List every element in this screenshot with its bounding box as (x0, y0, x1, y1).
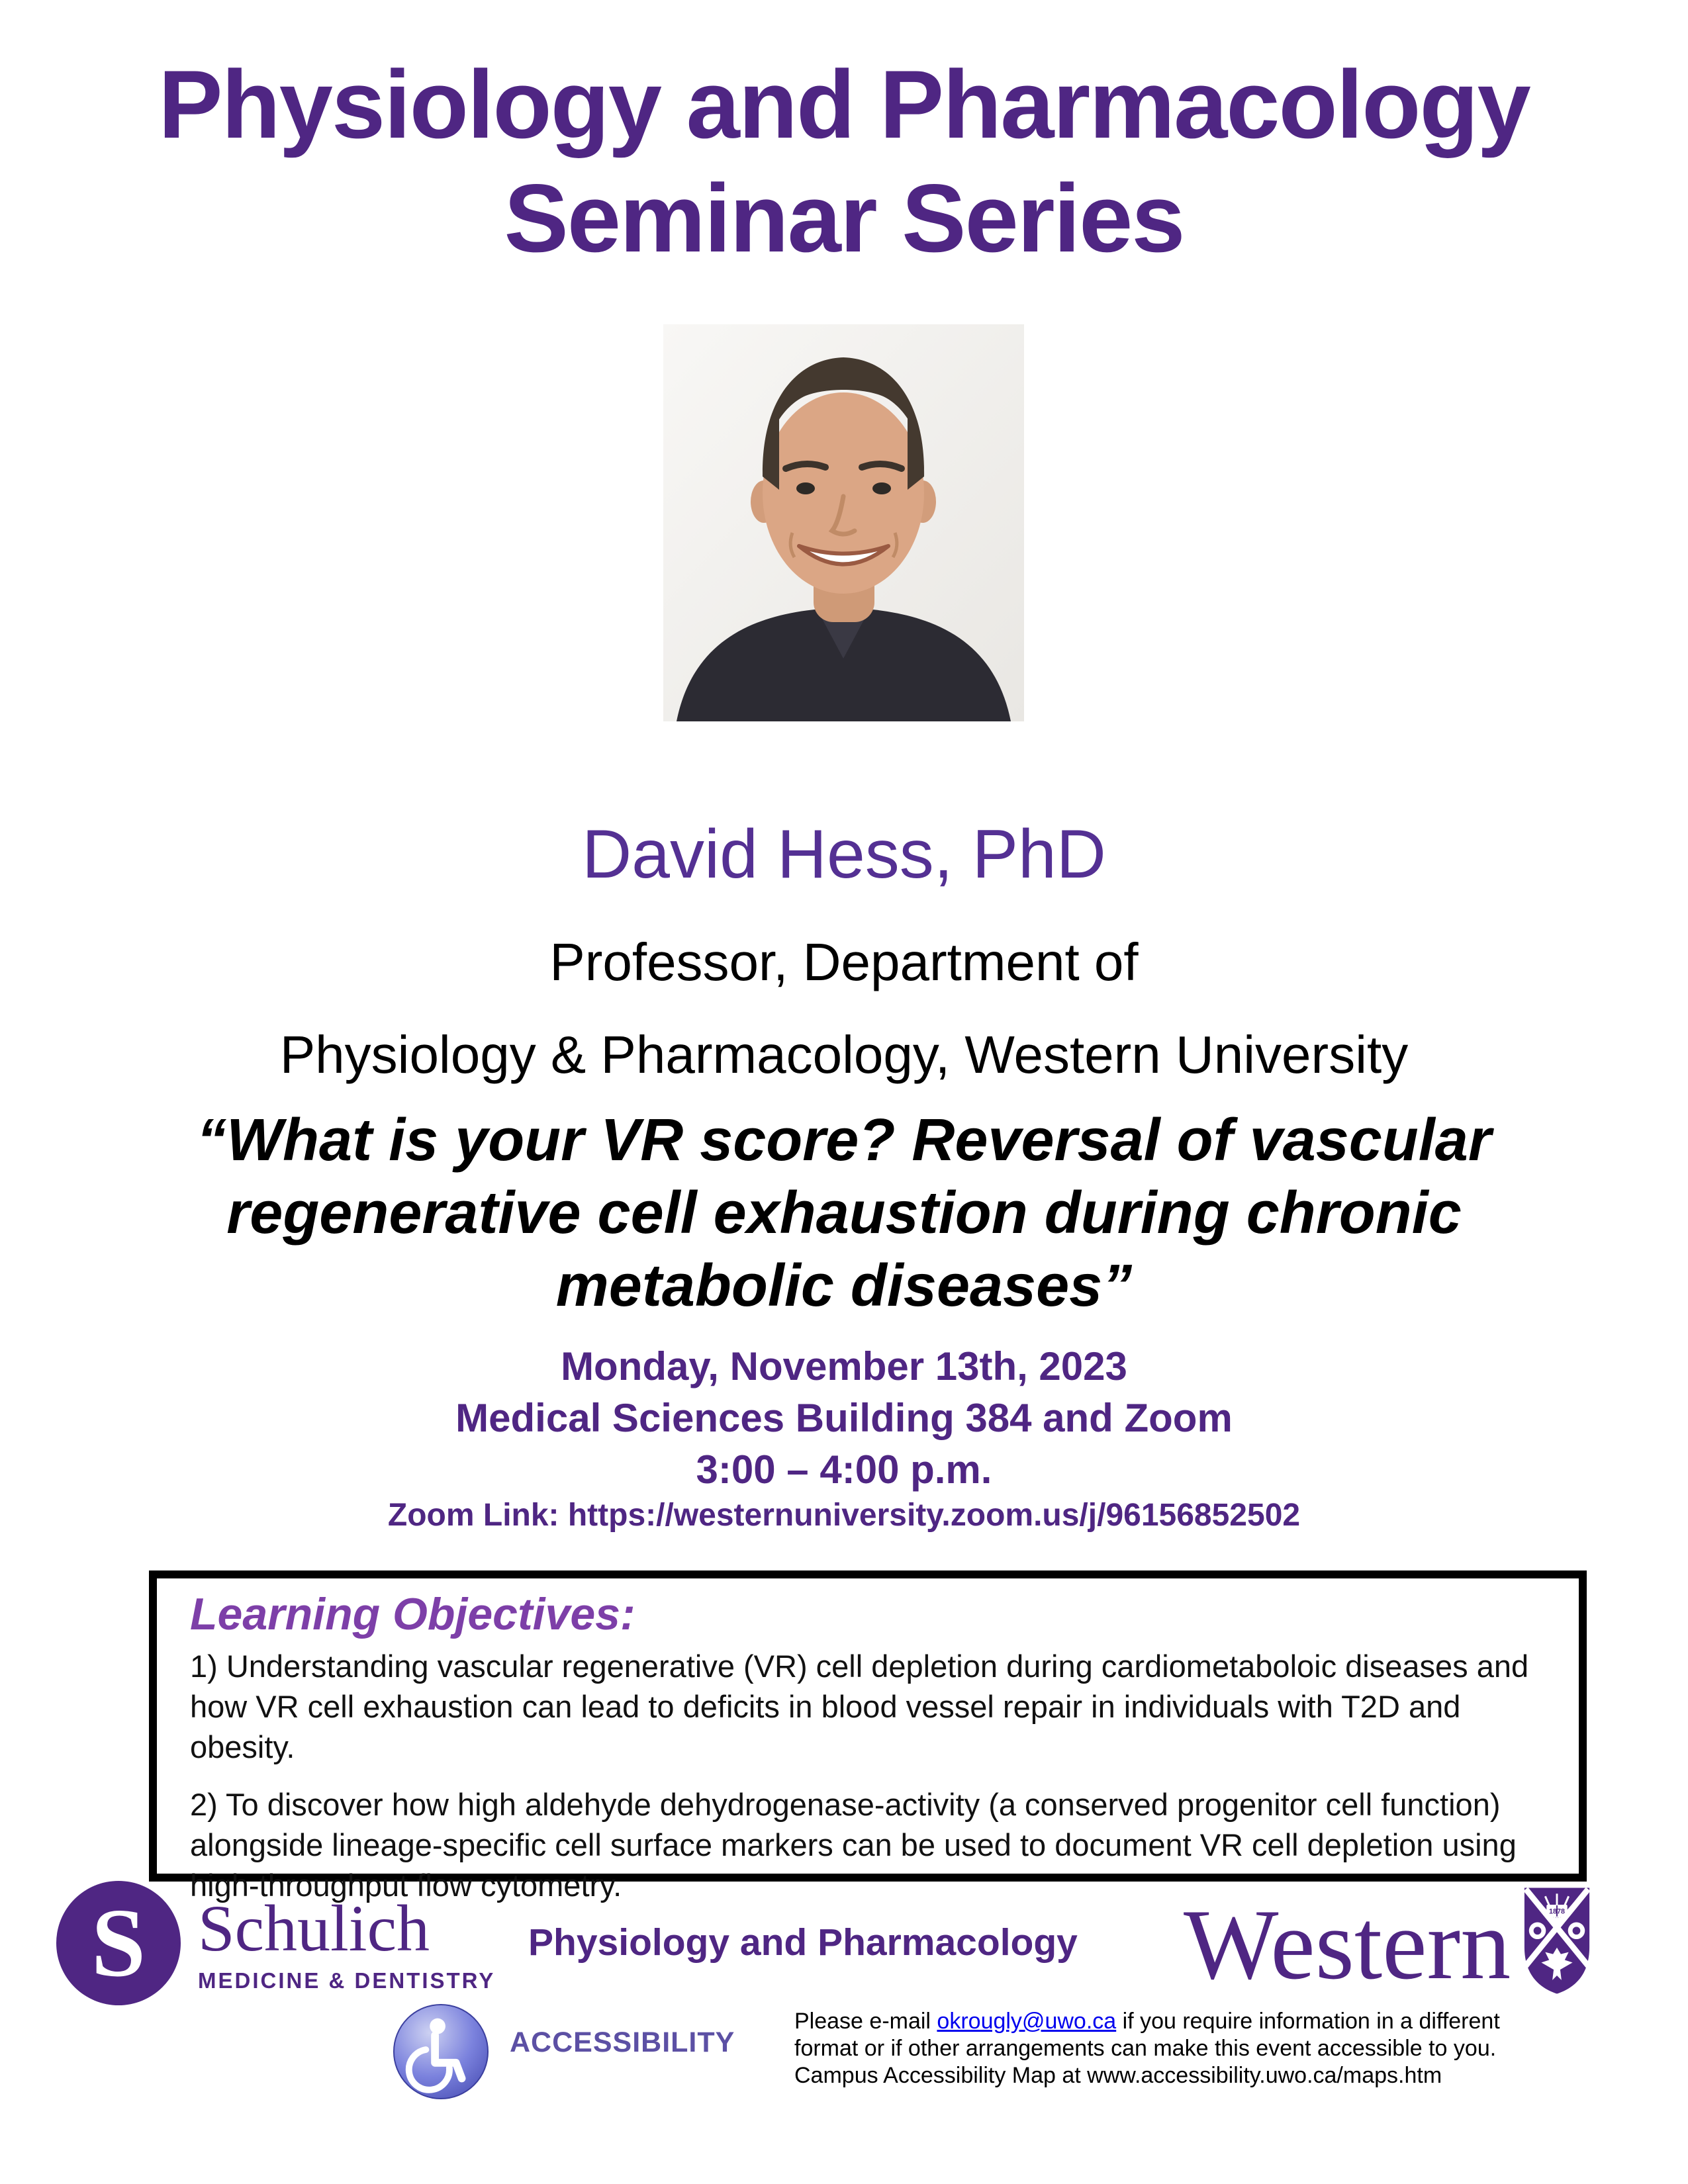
event-time: 3:00 – 4:00 p.m. (696, 1447, 992, 1492)
contact-note (794, 2008, 1549, 2089)
talk-title-line2: regenerative cell exhaustion during chronic (226, 1180, 1462, 1246)
poster-title-line2: Seminar Series (504, 164, 1184, 272)
accessibility-label: ACCESSIBILITY (510, 2026, 735, 2058)
poster-title-line1: Physiology and Pharmacology (158, 50, 1530, 158)
zoom-link[interactable]: Zoom Link: https://westernuniversity.zoom.us/j/96156852502 (387, 1498, 1301, 1533)
accessibility-icon (392, 2003, 490, 2104)
event-location: Medical Sciences Building 384 and Zoom (455, 1396, 1233, 1440)
svg-text:1878: 1878 (1549, 1907, 1566, 1916)
event-date: Monday, November 13th, 2023 (561, 1344, 1127, 1388)
contact-text-post: if you require information in a different format or if other arrangements can make this event accessible to you. Campus Accessibility Map at www.accessibility.uwo.ca/maps.htm (794, 2009, 1500, 2088)
contact-email-link[interactable]: okrougly@uwo.ca (937, 2009, 1117, 2034)
schulich-subtitle: MEDICINE & DENTISTRY (198, 1968, 496, 1993)
schulich-name: Schulich (198, 1891, 430, 1965)
talk-title-line3: metabolic diseases” (555, 1253, 1133, 1319)
learning-objective-1: 1) Understanding vascular regenerative (VR) cell depletion during cardiometaboloic diseases and how VR cell exhaustion can lead to deficits in blood vessel repair in individuals with T2D and obesity. (190, 1649, 1529, 1764)
learning-objectives-box (149, 1570, 1587, 1903)
learning-objective-2: 2) To discover how high aldehyde dehydrogenase-activity (a conserved progenitor cell function) alongside lineage-specific cell surface markers can be used to document VR cell depletion using high-throughput flow cytometry. (190, 1787, 1517, 1903)
speaker-role-line1: Professor, Department of (549, 933, 1139, 991)
event-details (0, 1341, 1688, 1496)
accessibility-block (392, 2003, 735, 2104)
contact-text-pre: Please e-mail (794, 2009, 937, 2034)
speaker-name: David Hess, PhD (582, 816, 1106, 893)
schulich-s-icon: S (56, 1881, 181, 2005)
speaker-role-line2: Physiology & Pharmacology, Western University (279, 1025, 1409, 1084)
learning-objectives-heading: Learning Objectives: (190, 1589, 635, 1639)
schulich-wordmark (198, 1881, 495, 1993)
schulich-logo (56, 1881, 495, 2005)
speaker-photo (663, 324, 1024, 721)
talk-title-line1: “What is your VR score? Reversal of vascular (197, 1107, 1491, 1173)
western-wordmark: Western (1184, 1889, 1511, 2000)
western-logo (1184, 1885, 1593, 1999)
western-crest-icon (1521, 1885, 1593, 1999)
speaker-photo-image (663, 324, 1024, 721)
poster-title (0, 48, 1688, 275)
talk-title (0, 1104, 1688, 1322)
footer-department: Physiology and Pharmacology (528, 1921, 1078, 1964)
